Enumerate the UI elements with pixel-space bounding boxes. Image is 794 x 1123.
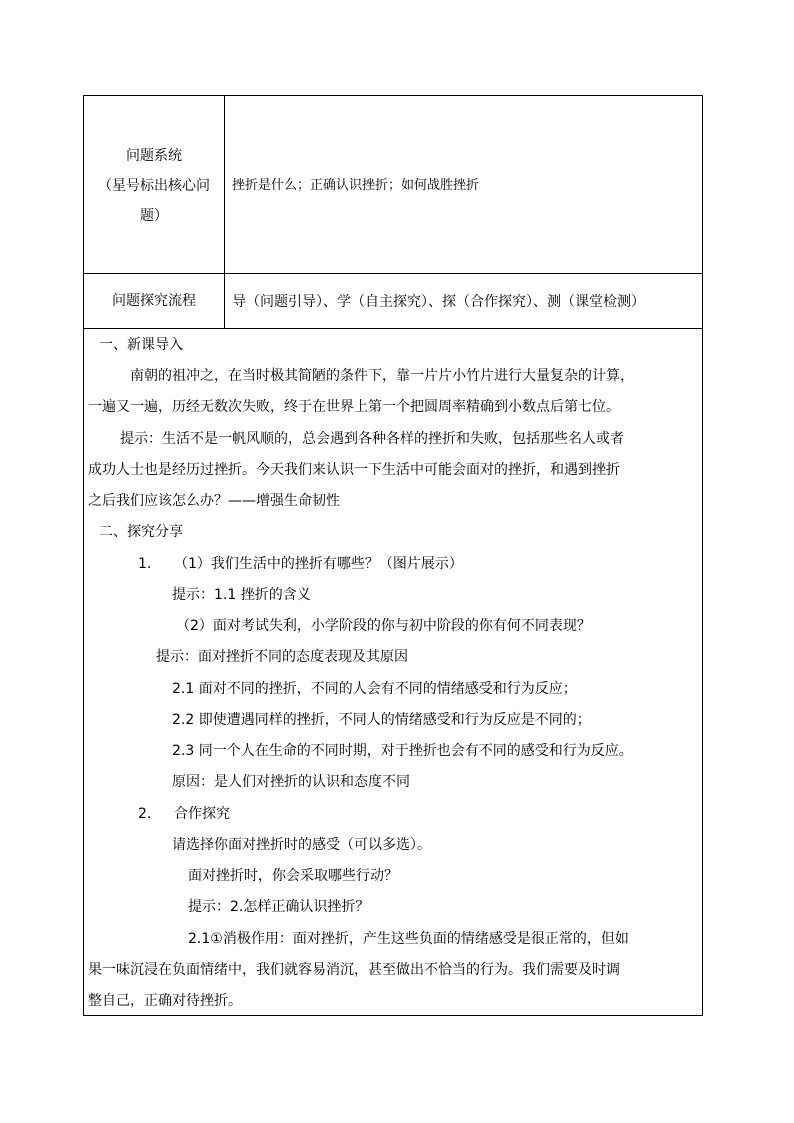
item-2-question-2: 面对挫折时，你会采取哪些行动？	[188, 868, 398, 884]
item-2-paragraph-line-3: 整自己，正确对待挫折。	[88, 993, 242, 1009]
section-1-title: 一、新课导入	[99, 337, 183, 353]
label-line-2: （星号标出核心问	[98, 178, 210, 194]
paragraph-2-line-2: 成功人士也是经历过挫折。今天我们来认识一下生活中可能会面对的挫折，和遇到挫折	[88, 462, 620, 478]
item-1-hint-1: 提示：1.1 挫折的含义	[172, 587, 311, 603]
item-1-reason: 原因：是人们对挫折的认识和态度不同	[172, 774, 410, 790]
item-1-point-2-2: 2.2 即使遭遇同样的挫折，不同人的情绪感受和行为反应是不同的；	[172, 712, 591, 728]
paragraph-1-line-2: 一遍又一遍，历经无数次失败，终于在世界上第一个把圆周率精确到小数点后第七位。	[88, 399, 620, 415]
item-1-point-2-1: 2.1 面对不同的挫折，不同的人会有不同的情绪感受和行为反应；	[172, 681, 577, 697]
column-divider	[224, 96, 225, 328]
row-divider-1	[84, 273, 702, 274]
item-2-number: 2.	[138, 806, 152, 822]
item-2-title: 合作探究	[174, 806, 230, 822]
inquiry-process-content: 导（问题引导）、学（自主探究）、探（合作探究）、测（课堂检测）	[232, 294, 645, 310]
item-1-hint-2: 提示：面对挫折不同的态度表现及其原因	[156, 649, 408, 665]
section-2-title: 二、探究分享	[99, 524, 183, 540]
item-1-point-2-3: 2.3 同一个人在生命的不同时期，对于挫折也会有不同的感受和行为反应。	[172, 743, 633, 759]
question-system-label	[84, 141, 224, 231]
item-2-paragraph-line-2: 果一味沉浸在负面情绪中，我们就容易消沉，甚至做出不恰当的行为。我们需要及时调	[88, 962, 620, 978]
inquiry-process-label: 问题探究流程	[112, 293, 196, 309]
item-1-question-2: （2）面对考试失利，小学阶段的你与初中阶段的你有何不同表现？	[176, 618, 591, 634]
question-system-content: 挫折是什么；正确认识挫折；如何战胜挫折	[232, 178, 480, 193]
item-2-hint: 提示：2.怎样正确认识挫折？	[188, 899, 370, 915]
paragraph-2-line-3: 之后我们应该怎么办？——增强生命韧性	[88, 493, 340, 509]
item-2-paragraph-line-1: 2.1①消极作用：面对挫折，产生这些负面的情绪感受是很正常的，但如	[188, 931, 629, 947]
lesson-table	[83, 95, 703, 1016]
item-1-question-1: （1）我们生活中的挫折有哪些？（图片展示）	[174, 556, 463, 572]
paragraph-1-line-1: 南朝的祖冲之，在当时极其简陋的条件下，靠一片片小竹片进行大量复杂的计算，	[130, 368, 634, 384]
label-line-1: 问题系统	[126, 148, 182, 164]
paragraph-2-line-1: 提示：生活不是一帆风顺的，总会遇到各种各样的挫折和失败，包括那些名人或者	[120, 431, 624, 447]
label-line-3: 题）	[140, 208, 168, 224]
row-divider-2	[84, 328, 702, 329]
item-2-question-1: 请选择你面对挫折时的感受（可以多选）。	[172, 837, 431, 853]
item-1-number: 1.	[138, 556, 152, 572]
